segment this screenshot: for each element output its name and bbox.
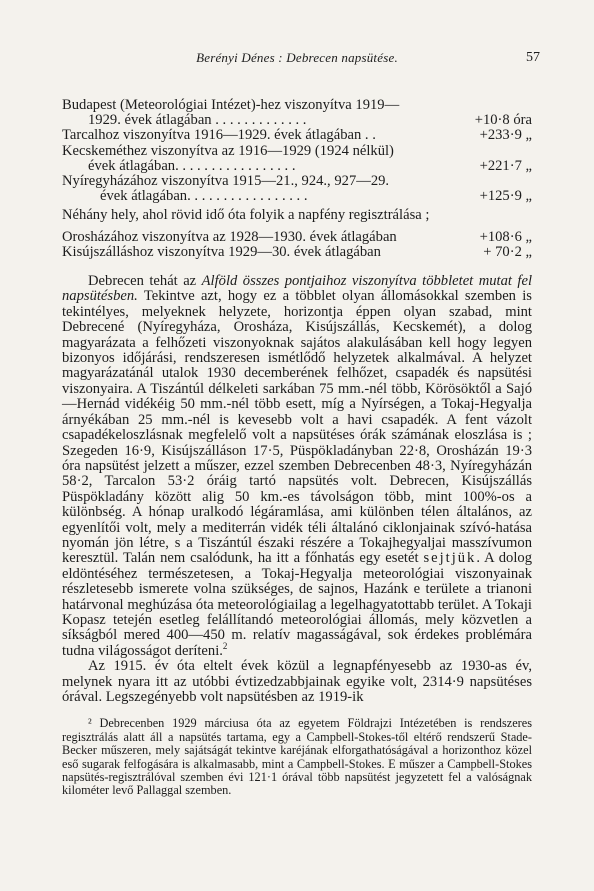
comparison-line <box>62 113 532 128</box>
comparison-value: +233·9 „ <box>479 127 532 144</box>
paragraph-debrecen <box>62 274 532 659</box>
comparison-line <box>62 230 532 245</box>
comparison-value: +108·6 „ <box>479 228 532 245</box>
comparison-value: +125·9 „ <box>479 188 532 205</box>
comparison-text: Tarcalhoz viszonyítva 1916—1929. évek átlagában . . <box>62 127 376 144</box>
comparison-text: Orosházához viszonyítva az 1928—1930. évek átlagában <box>62 228 397 245</box>
recent-table <box>62 230 532 260</box>
comparison-text: évek átlagában. . . . . . . . . . . . . . . . . <box>100 188 308 205</box>
comparison-value: + 70·2 „ <box>483 243 532 260</box>
comparison-line <box>62 189 532 204</box>
comparison-line <box>62 159 532 174</box>
para-text: Debrecen tehát az <box>88 273 202 290</box>
page-number: 57 <box>526 50 540 65</box>
footnote: ² Debrecenben 1929 márciusa óta az egyetem Földrajzi Intézetében is rendszeres regisztrálás alatt áll a napsütés tartama, egy a Campbell-Stokes-től eltérő rendszerű Stade-Becker műszeren, mely sajátságát tekintve karéjának elforgathatóságával a horizonthoz közel eső sugarak felfogására is alkalmasabb, mint a Campbell-Stokes. E műszer a Campbell-Stokes napsütés-regisztrálóval szemben évi 121·1 órával több napsütést jegyzetett fel a valóságnak kilométer levő Pallaggal szemben. <box>62 716 532 798</box>
comparison-text: 1929. évek átlagában . . . . . . . . . . . . . <box>88 112 307 129</box>
comparison-value: +221·7 „ <box>479 157 532 174</box>
spaced-text: sejtjük <box>423 550 477 567</box>
comparison-text: Kisújszálláshoz viszonyítva 1929—30. évek átlagában <box>62 243 381 260</box>
para-text: Tekintve azt, hogy ez a többlet olyan állomásokkal szemben is tekintélyes, melyeknek helyzete, horizontja éppen olyan szabad, mint Debrecené (Nyíregyháza, Orosháza, Kisújszállás, Kecskemét), a dolog magyarázata a felhőzeti viszonyoknak sajátos alakulásában kell hogy legyen bizonyos időjárási, rendszeresen ismétlődő helyzetek alkalmával. A helyzet magyarázatánál utalok 1930 decemberének felhőzet, csapadék és napsütési viszonyaira. A Tiszántúl délkeleti sarkában 75 mm.-nél több, Körösöktől a Sajó—Hernád vidékéig 50 mm.-nél több esett, míg a Nyírségen, a Tokaj-Hegyalja árnyékában 25 mm.-nél is kevesebb volt a havi csapadék. A fent vázolt csapadékeloszlásnak megfelelő volt a napsütéses órák számának eloszlása is ; Szegeden 16·9, Kisújszálláson 17·5, Püspökladányban 22·8, Orosházán 19·3 óra napsütést jelzett a műszer, ezzel szemben Debrecenben 48·3, Nyíregyházán 58·2, Tarcalon 53·2 óráig tartó napsütés volt. Debrecen, Kisújszállás Püspökladány között alig 50 km.-es távolságon több, mint 100%-os a különbség. A hónap uralkodó légáramlása, ami különben télen általános, az egyenlítői volt, mely a mediterrán vidék téli általánó ciklonjainak szívó-hatása nyomán jön létre, s a Tiszántúl északi részére a Tokajhegyaljai masszívumon keresztül. Talán nem csalódunk, ha itt a főnhatás egy esetét <box>62 288 532 567</box>
paragraph-1915: Az 1915. év óta eltelt évek közül a legnapfényesebb az 1930-as év, melynek nyara itt az utóbbi évtizedzabbjainak egyike volt, 2314·9 napsütéses órával. Legszegényebb volt napsütésben az 1919-ik <box>62 658 532 705</box>
page-header <box>0 50 594 70</box>
comparison-text: Budapest (Meteorológiai Intézet)-hez viszonyítva 1919— <box>62 97 400 113</box>
page-body <box>62 98 532 810</box>
comparison-value: +10·8 óra <box>474 112 532 129</box>
comparison-line <box>62 174 532 189</box>
comparison-text: évek átlagában. . . . . . . . . . . . . . . . . <box>88 157 296 174</box>
comparison-text: Kecskeméthez viszonyítva az 1916—1929 (1924 nélkül) <box>62 142 394 159</box>
note-line: Néhány hely, ahol rövid idő óta folyik a napfény regisztrálása ; <box>62 207 430 224</box>
running-head: Berényi Dénes : Debrecen napsütése. <box>196 50 398 65</box>
comparison-line <box>62 128 532 143</box>
comparison-line <box>62 98 532 113</box>
comparison-table <box>62 98 532 204</box>
comparison-text: Nyíregyházához viszonyítva 1915—21., 924., 927—29. <box>62 173 390 190</box>
comparison-line <box>62 245 532 260</box>
comparison-line <box>62 144 532 159</box>
para-text: . A dolog eldöntéséhez természetesen, a Tokaj-Hegyalja meteorológiai viszonyainak részletesebb ismerete volna szükséges, de sajnos, Hazánk e területe a trianoni határvonal meghúzása óta meteorológiailag a legelhagyatottabb terület. A Tokaji Kopasz tetején esetleg felállítandó meteorológiai állomás, mely közvetlen a síkságból mered 400—450 m. relatív magasságával, sok érdekes problémára tudna világosságot deríteni. <box>62 550 532 659</box>
footnote-marker: 2 <box>222 640 228 651</box>
emphasis-text: Alföld összes pontjaihoz viszonyítva többletet mutat fel napsütésben. <box>62 273 532 305</box>
